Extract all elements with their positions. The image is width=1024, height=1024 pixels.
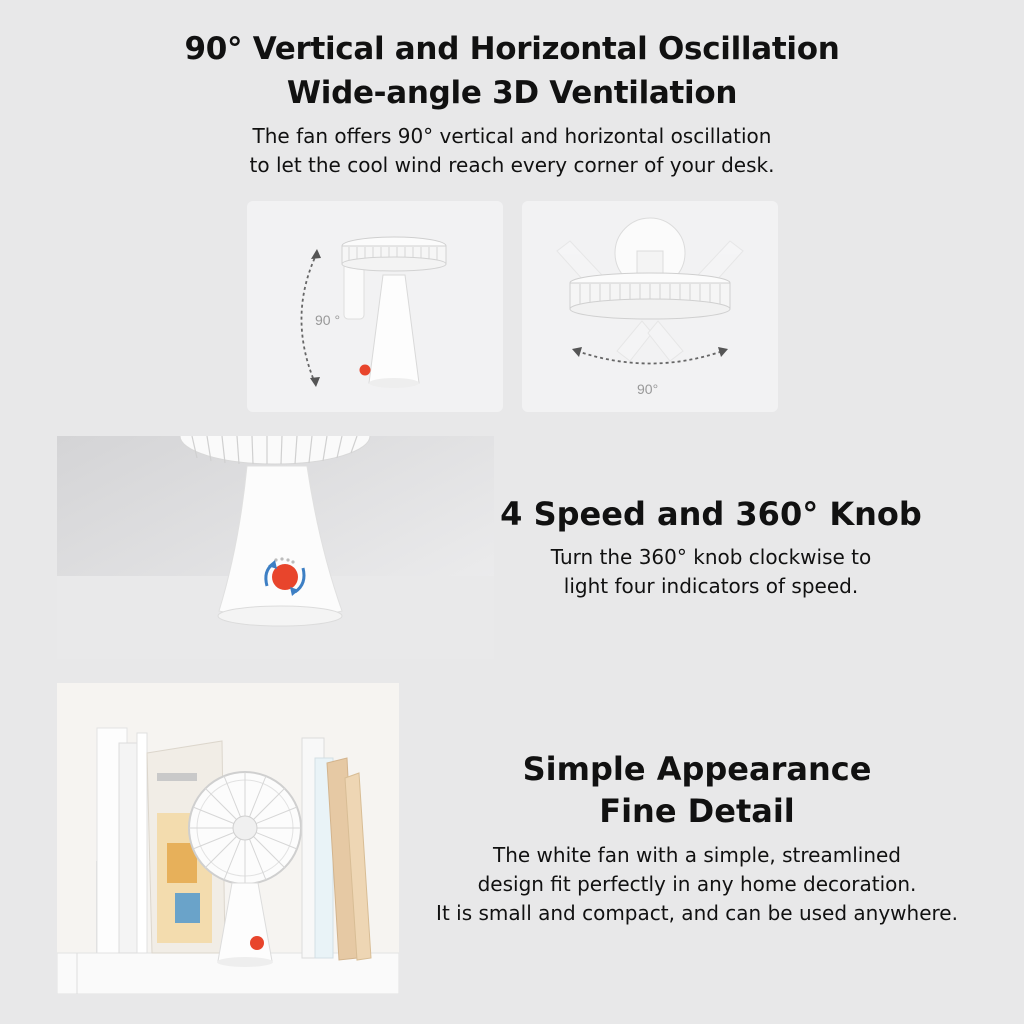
section3-title-line1: Simple Appearance	[522, 750, 872, 788]
section1-title-line2: Wide-angle 3D Ventilation	[286, 75, 738, 111]
section2-desc-line2: light four indicators of speed.	[563, 574, 859, 598]
vertical-angle-label: 90 °	[315, 312, 341, 328]
bookshelf-fan-image	[57, 683, 399, 994]
section1-desc-line1: The fan offers 90° vertical and horizontal oscillation	[252, 124, 772, 148]
vertical-oscillation-image	[247, 201, 503, 412]
section2-desc-line1: Turn the 360° knob clockwise to	[550, 545, 872, 569]
section1-title-line1: 90° Vertical and Horizontal Oscillation	[184, 31, 840, 67]
horizontal-angle-label: 90°	[637, 381, 659, 397]
section3-desc-line2: design fit perfectly in any home decoration.	[477, 872, 917, 896]
section3-desc-line3: It is small and compact, and can be used anywhere.	[436, 901, 958, 925]
horizontal-oscillation-image	[522, 201, 778, 412]
section3-title-line2: Fine Detail	[599, 792, 795, 830]
section1-desc-line2: to let the cool wind reach every corner of your desk.	[249, 153, 775, 177]
section2-title: 4 Speed and 360° Knob	[500, 495, 922, 533]
section3-desc-line1: The white fan with a simple, streamlined	[493, 843, 901, 867]
knob-closeup-image	[57, 436, 494, 659]
